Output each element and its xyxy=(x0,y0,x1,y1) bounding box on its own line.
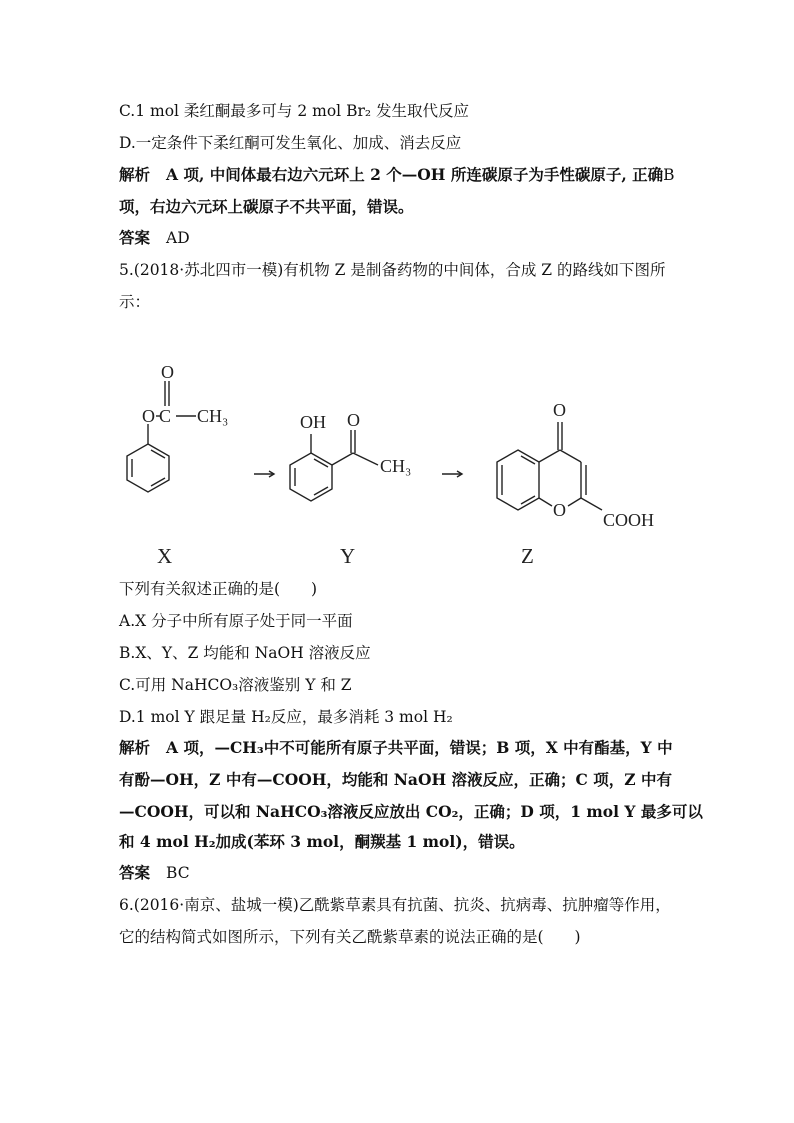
x-carbon: C xyxy=(159,406,172,426)
answer-5 xyxy=(119,862,190,884)
question-5-line-2: 示： xyxy=(119,293,151,311)
question-5-stem: 下列有关叙述正确的是( ) xyxy=(119,580,318,598)
x-carbonyl-oxygen: O xyxy=(161,362,174,382)
answer-5-value: BC xyxy=(166,864,190,882)
answer-4 xyxy=(119,227,190,249)
z-carboxyl: COOH xyxy=(603,510,655,530)
y-bond-ring-c xyxy=(332,453,353,465)
x-methyl: CH₃ xyxy=(197,406,229,426)
question-5-option-a: A.X 分子中所有原子处于同一平面 xyxy=(119,612,353,630)
z-ring-oxygen: O xyxy=(553,500,566,520)
label-x: X xyxy=(157,544,173,568)
answer-tag: 答案 xyxy=(119,863,151,882)
x-benzene-ring xyxy=(127,444,169,492)
y-hydroxyl: OH xyxy=(300,412,326,432)
question-5-option-b: B.X、Y、Z 均能和 NaOH 溶液反应 xyxy=(119,644,371,662)
solution-tag: 解析 xyxy=(119,165,151,184)
question-6-line-1: 6.(2016·南京、盐城一模)乙酰紫草素具有抗菌、抗炎、抗病毒、抗肿瘤等作用， xyxy=(119,896,671,914)
y-carbonyl-oxygen: O xyxy=(347,410,360,430)
solution-5-line-3: —COOH，可以和 NaHCO₃溶液反应放出 CO₂，正确；D 项，1 mol Y 最多可以 xyxy=(119,802,703,821)
answer-4-value: AD xyxy=(166,229,190,247)
question-5-option-c: C.可用 NaHCO₃溶液鉴别 Y 和 Z xyxy=(119,676,352,694)
solution-4-line-2: 项，右边六元环上碳原子不共平面，错误。 xyxy=(119,197,414,216)
y-bond-c-ch3 xyxy=(353,453,378,465)
label-y: Y xyxy=(340,544,356,568)
label-z: Z xyxy=(521,544,534,568)
y-benzene-ring xyxy=(290,453,332,501)
solution-5-line-1 xyxy=(119,737,673,759)
z-benzene-ring xyxy=(497,450,539,510)
question-5-line-1: 5.(2018·苏北四市一模)有机物 Z 是制备药物的中间体，合成 Z 的路线如下图所 xyxy=(119,261,666,279)
answer-tag: 答案 xyxy=(119,228,151,247)
solution-tag: 解析 xyxy=(119,738,151,757)
solution-4-line-1 xyxy=(119,164,675,186)
z-pyranone-ring xyxy=(539,450,586,506)
question-6-line-2: 它的结构简式如图所示，下列有关乙酰紫草素的说法正确的是( ) xyxy=(119,928,581,946)
y-methyl: CH₃ xyxy=(380,456,412,476)
z-carbonyl-oxygen: O xyxy=(553,400,566,420)
x-ester-oxygen: O xyxy=(142,406,155,426)
reaction-scheme xyxy=(0,340,794,580)
z-bond-ring-cooh xyxy=(581,498,602,510)
solution-4-b-tail: B xyxy=(663,166,675,184)
solution-4-text-a: A 项, 中间体最右边六元环上 2 个—OH 所连碳原子为手性碳原子, 正确 xyxy=(166,165,664,184)
option-d: D.一定条件下柔红酮可发生氧化、加成、消去反应 xyxy=(119,134,462,152)
option-c: C.1 mol 柔红酮最多可与 2 mol Br₂ 发生取代反应 xyxy=(119,102,470,120)
solution-5-line-4: 和 4 mol H₂加成(苯环 3 mol，酮羰基 1 mol)，错误。 xyxy=(119,832,525,851)
solution-5-line-2: 有酚—OH，Z 中有—COOH，均能和 NaOH 溶液反应，正确；C 项，Z 中有 xyxy=(119,770,672,789)
solution-5-text-1: A 项，—CH₃中不可能所有原子共平面，错误；B 项，X 中有酯基，Y 中 xyxy=(166,738,673,757)
question-5-option-d: D.1 mol Y 跟足量 H₂反应，最多消耗 3 mol H₂ xyxy=(119,708,453,726)
